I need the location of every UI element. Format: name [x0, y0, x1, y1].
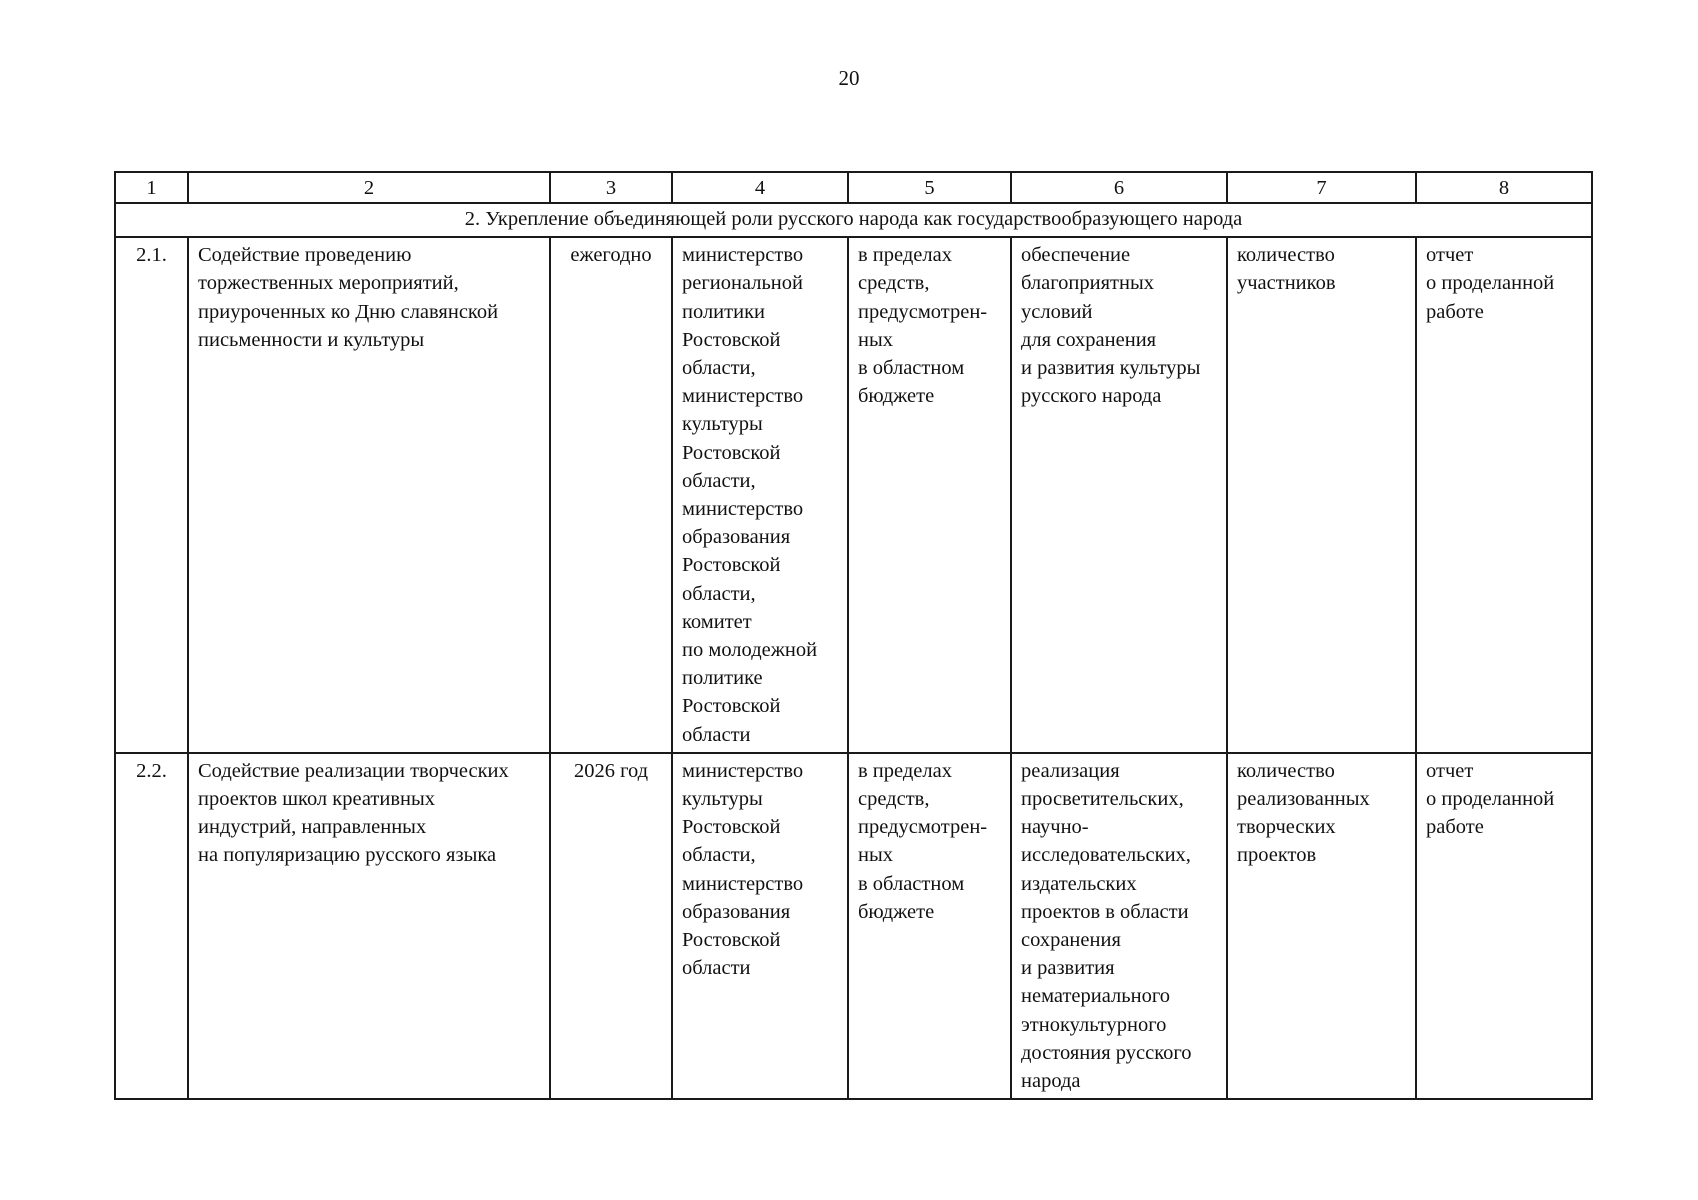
table-row	[115, 753, 1592, 1099]
table-row	[115, 237, 1592, 753]
column-number-1: 1	[115, 172, 188, 203]
term-cell: ежегодно	[550, 237, 672, 753]
result-cell: реализация просветительских, научно- исследовательских, издательских проектов в области сохранения и развития нематериального этнокультурного достояния русского народа	[1011, 753, 1227, 1099]
executors-cell: министерство культуры Ростовской области, министерство образования Ростовской области	[672, 753, 848, 1099]
column-number-3: 3	[550, 172, 672, 203]
column-number-2: 2	[188, 172, 550, 203]
column-number-5: 5	[848, 172, 1011, 203]
indicator-cell: количество участников	[1227, 237, 1416, 753]
page-number: 20	[838, 66, 860, 90]
executors-cell: министерство региональной политики Ростовской области, министерство культуры Ростовской области, министерство образования Ростовской области, комитет по молодежной политике Ростовской области	[672, 237, 848, 753]
measures-table	[114, 171, 1593, 1100]
column-number-7: 7	[1227, 172, 1416, 203]
measure-cell: Содействие реализации творческих проектов школ креативных индустрий, направленных на популяризацию русского языка	[188, 753, 550, 1099]
section-row	[115, 203, 1592, 237]
indicator-cell: количество реализованных творческих проектов	[1227, 753, 1416, 1099]
funding-cell: в пределах средств, предусмотрен- ных в областном бюджете	[848, 237, 1011, 753]
column-number-6: 6	[1011, 172, 1227, 203]
column-number-row	[115, 172, 1592, 203]
report-cell: отчет о проделанной работе	[1416, 237, 1592, 753]
measure-cell: Содействие проведению торжественных мероприятий, приуроченных ко Дню славянской письменности и культуры	[188, 237, 550, 753]
row-number: 2.1.	[115, 237, 188, 753]
term-cell: 2026 год	[550, 753, 672, 1099]
column-number-4: 4	[672, 172, 848, 203]
column-number-8: 8	[1416, 172, 1592, 203]
report-cell: отчет о проделанной работе	[1416, 753, 1592, 1099]
funding-cell: в пределах средств, предусмотрен- ных в областном бюджете	[848, 753, 1011, 1099]
row-number: 2.2.	[115, 753, 188, 1099]
result-cell: обеспечение благоприятных условий для сохранения и развития культуры русского народа	[1011, 237, 1227, 753]
section-title: 2. Укрепление объединяющей роли русского народа как государствообразующего народа	[115, 203, 1592, 237]
